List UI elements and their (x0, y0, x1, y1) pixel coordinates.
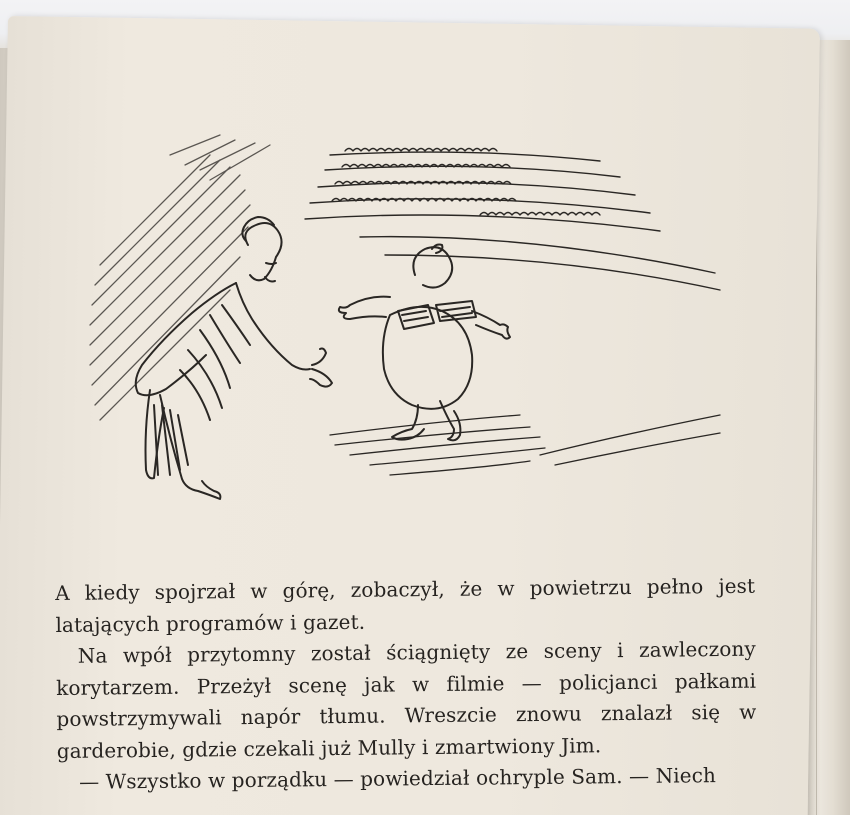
stage-floor-lines (330, 415, 720, 475)
man-and-child-on-stage-illustration (60, 115, 740, 515)
child-figure (339, 245, 510, 441)
body-text (55, 571, 757, 799)
paragraph-2: Na wpół przytomny został ściągnięty ze sceny i zawleczony korytarzem. Przeżył scenę jak w filmie — policjanci pałkami powstrzymywali napór tłumu. Wreszcie znowu znalazł się w garderobie, gdzie czekali już Mully i zmartwiony Jim. (56, 636, 757, 763)
paragraph-3: — Wszystko w porządku — powiedział ochryple Sam. — Niech (79, 763, 717, 794)
paragraph-1: A kiedy spojrzał w górę, zobaczył, że w powietrzu pełno jest latających programów i gazet. (55, 573, 756, 637)
man-figure (136, 217, 332, 499)
audience-seats (305, 149, 720, 291)
